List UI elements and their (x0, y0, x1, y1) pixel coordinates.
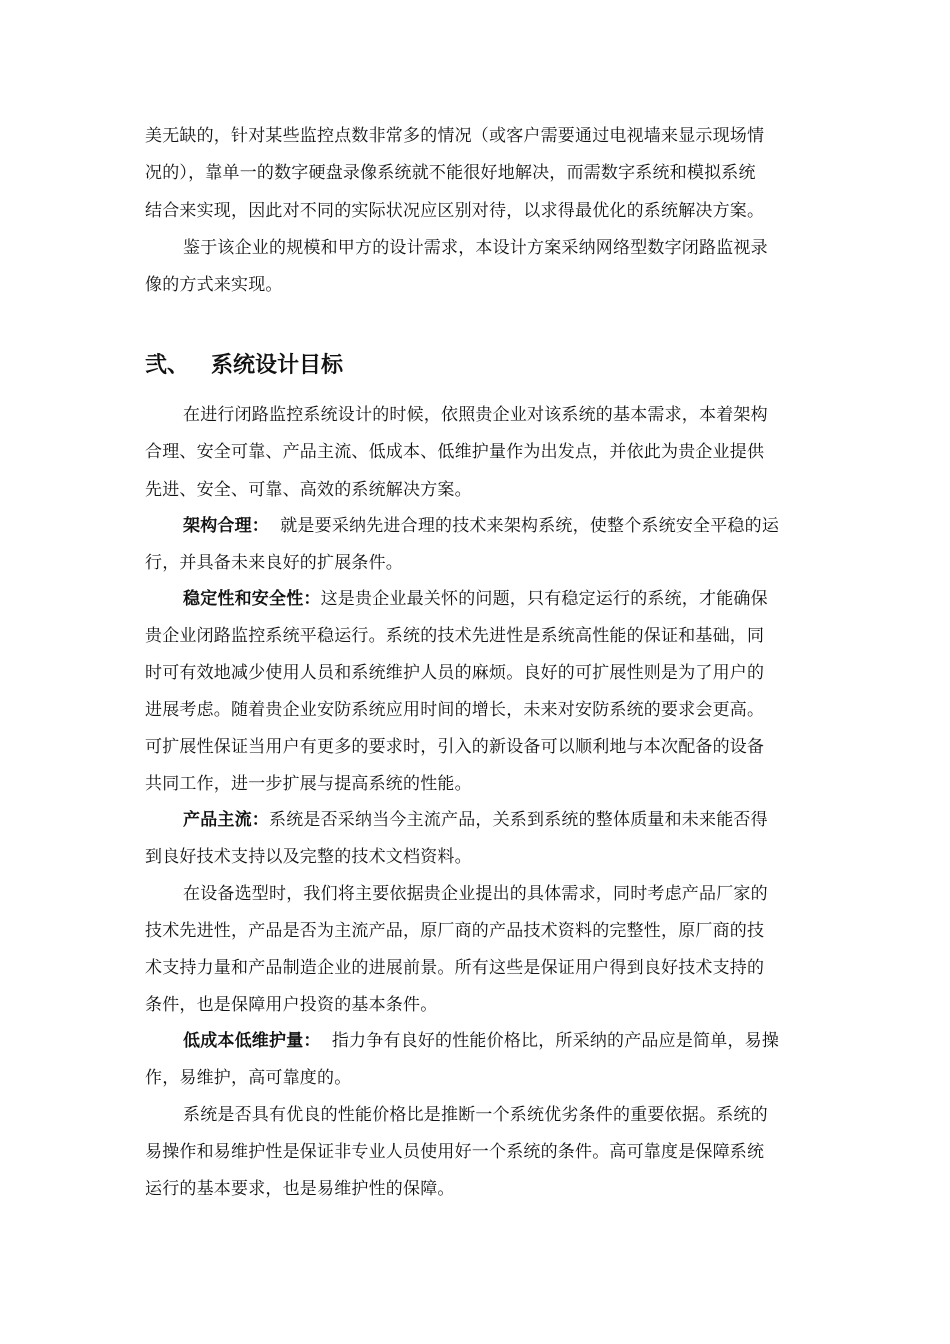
body-line: 进展考虑。随着贵企业安防系统应用时间的增长，未来对安防系统的要求会更高。 (145, 700, 765, 720)
intro-line-5: 像的方式来实现。 (145, 275, 283, 295)
term-low-cost: 低成本低维护量： (183, 1031, 321, 1051)
section-heading (145, 353, 343, 379)
term-stability: 稳定性和安全性： (183, 589, 321, 609)
body-text: 指力争有良好的性能价格比，所采纳的产品应是简单，易操 (331, 1031, 780, 1051)
body-text: 这是贵企业最关怀的问题，只有稳定运行的系统，才能确保 (320, 589, 768, 609)
paragraph-mainstream (183, 810, 768, 830)
body-line: 合理、安全可靠、产品主流、低成本、低维护量作为出发点，并依此为贵企业提供 (145, 442, 765, 462)
paragraph-low-cost (183, 1031, 779, 1051)
intro-line-1: 美无缺的，针对某些监控点数非常多的情况（或客户需要通过电视墙来显示现场情 (145, 126, 765, 146)
body-line: 先进、安全、可靠、高效的系统解决方案。 (145, 480, 472, 500)
body-line: 可扩展性保证当用户有更多的要求时，引入的新设备可以顺利地与本次配备的设备 (145, 737, 765, 757)
section-number: 弐、 (145, 353, 190, 378)
intro-line-3: 结合来实现，因此对不同的实际状况应区别对待，以求得最优化的系统解决方案。 (145, 201, 765, 221)
body-line: 时可有效地减少使用人员和系统维护人员的麻烦。良好的可扩展性则是为了用户的 (145, 663, 765, 683)
body-text: 系统是否采纳当今主流产品，关系到系统的整体质量和未来能否得 (269, 810, 768, 830)
body-line: 系统是否具有优良的性能价格比是推断一个系统优劣条件的重要依据。系统的 (183, 1105, 768, 1125)
body-line: 运行的基本要求，也是易维护性的保障。 (145, 1179, 455, 1199)
body-line: 条件，也是保障用户投资的基本条件。 (145, 995, 438, 1015)
body-line: 易操作和易维护性是保证非专业人员使用好一个系统的条件。高可靠度是保障系统 (145, 1142, 765, 1162)
body-line: 作，易维护，高可靠度的。 (145, 1068, 352, 1088)
body-line: 在设备选型时，我们将主要依据贵企业提出的具体需求，同时考虑产品厂家的 (183, 884, 768, 904)
intro-line-2: 况的），靠单一的数字硬盘录像系统就不能很好地解决，而需数字系统和模拟系统 (145, 163, 756, 183)
intro-line-4: 鉴于该企业的规模和甲方的设计需求，本设计方案采纳网络型数字闭路监视录 (183, 238, 768, 258)
body-text: 就是要采纳先进合理的技术来架构系统，使整个系统安全平稳的运 (280, 516, 780, 536)
term-mainstream: 产品主流： (183, 810, 269, 830)
body-line: 在进行闭路监控系统设计的时候，依照贵企业对该系统的基本需求，本着架构 (183, 405, 768, 425)
paragraph-architecture (183, 516, 779, 536)
body-line: 到良好技术支持以及完整的技术文档资料。 (145, 847, 472, 867)
body-line: 贵企业闭路监控系统平稳运行。系统的技术先进性是系统高性能的保证和基础，同 (145, 626, 765, 646)
term-architecture: 架构合理： (183, 516, 269, 536)
section-title: 系统设计目标 (211, 353, 344, 378)
paragraph-stability (183, 589, 768, 609)
body-line: 术支持力量和产品制造企业的进展前景。所有这些是保证用户得到良好技术支持的 (145, 958, 765, 978)
body-line: 行，并具备未来良好的扩展条件。 (145, 553, 403, 573)
body-line: 共同工作，进一步扩展与提高系统的性能。 (145, 774, 472, 794)
body-line: 技术先进性，产品是否为主流产品，原厂商的产品技术资料的完整性，原厂商的技 (145, 921, 765, 941)
